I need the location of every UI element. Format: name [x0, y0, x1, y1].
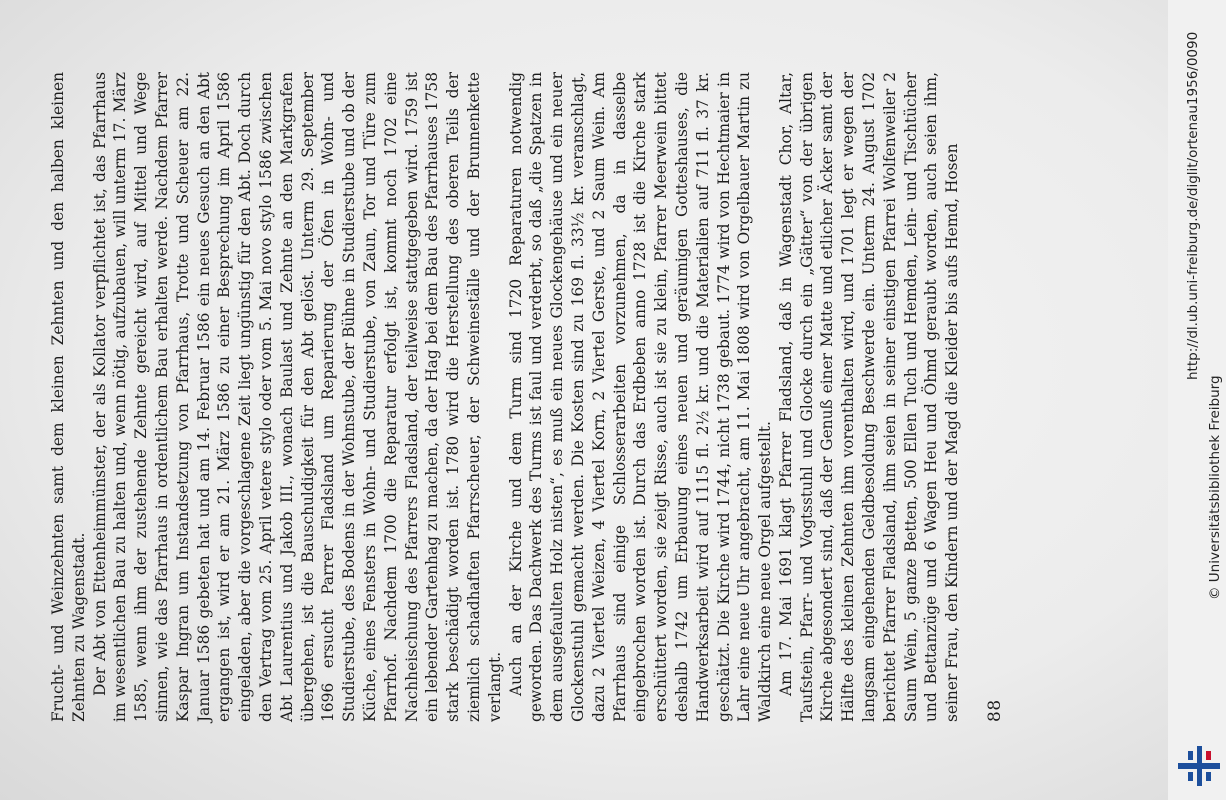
paragraph: Frucht- und Weinzehnten samt dem kleinen Zehnten und den halben kleinen Zehnten zu Wagenstadt. [49, 72, 88, 722]
copyright-notice: © Universitätsbibliothek Freiburg [1207, 375, 1223, 600]
page-body-text [48, 72, 963, 722]
paragraph: Am 17. Mai 1691 klagt Pfarrer Fladsland, daß in Wagenstadt Chor, Altar, Taufstein, Pfarr- und Vogtsstuhl und Glocke durch ein „Gätter“ von der übrigen Kirche abgesondert sind, daß der Genuß einer Matte und etlicher Äcker samt der Hälfte des kleinen Zehnten ihm vorenthalten wird, und 1701 legt er wegen der langsam eingehenden Geldbesoldung Beschwerde ein. Unterm 24. August 1702 berichtet Pfarrer Fladsland, ihm seien in seiner einstigen Pfarrei Wolfenweiler 2 Saum Wein, 5 ganze Betten, 500 Ellen Tuch und Hemden, Lein- und Tischtücher und Bettanzüge und 6 Wagen Heu und Öhmd geraubt worden, auch seien ihm, seiner Frau, den Kindern und der Magd die Kleider bis aufs Hemd, Hosen [776, 72, 962, 722]
source-url[interactable]: http://dl.ub.uni-freiburg.de/diglit/ortenau1956/0090 [1185, 31, 1201, 380]
ub-freiburg-logo-icon [1178, 746, 1220, 786]
rotated-page [48, 22, 1068, 722]
page-number: 88 [985, 699, 1005, 722]
paragraph: Der Abt von Ettenheimmünster, der als Kollator verpflichtet ist, das Pfarrhaus im wesentlichen Bau zu halten und, wenn nötig, aufzubauen, will unterm 17. März 1585, wenn ihm der zustehende Zehnte gereicht wird, auf Mittel und Wege sinnen, wie das Pfarrhaus in ordentlichem Bau erhalten werde. Nachdem Pfarrer Kaspar Ingran um Instandsetzung von Pfarrhaus, Trotte und Scheuer am 22. Januar 1586 gebeten hat und am 14. Februar 1586 ein neues Gesuch an den Abt ergangen ist, wird er am 21. März 1586 zu einer Besprechung im April 1586 eingeladen, aber die vorgeschlagene Zeit liegt ungünstig für den Abt. Doch durch den Vertrag vom 25. April vetere stylo oder vom 5. Mai novo stylo 1586 zwischen Abt Laurentius und Jakob III., wonach Baulast und Zehnte an den Markgrafen übergehen, ist die Bauschuldigkeit für den Abt gelöst. Unterm 29. September 1696 ersucht Parrer Fladsland um Reparierung der Öfen in Wohn- und Studierstube, des Bodens in der Wohnstube, der Bühne in Studierstube und ob der Küche, eines Fensters in Wohn- und Studierstube, von Zaun, Tor und Türe zum Pfarrhof. Nachdem 1700 die Reparatur erfolgt ist, kommt noch 1702 eine Nachheischung des Pfarrers Fladsland, der teilweise stattgegeben wird. 1759 ist ein lebender Gartenhag zu machen, da der Hag bei dem Bau des Pfarrhauses 1758 stark beschädigt worden ist. 1780 wird die Herstellung des oberen Teils der ziemlich schadhaften Pfarrscheuer, der Schweineställe und der Brunnenkette verlangt. [90, 72, 504, 722]
paragraph: Auch an der Kirche und dem Turm sind 1720 Reparaturen notwendig geworden. Das Dachwerk des Turms ist faul und verderbt, so daß „die Spatzen in dem ausgefaulten Holz nisten“, es muß ein neues Glockengehäuse und ein neuer Glockenstuhl gemacht werden. Die Kosten sind zu 169 fl. 33½ kr. veranschlagt, dazu 2 Viertel Weizen, 4 Viertel Korn, 2 Viertel Gerste, und 2 Saum Wein. Am Pfarrhaus sind einige Schlosserarbeiten vorzunehmen, da in dasselbe eingebrochen worden ist. Durch das Erdbeben anno 1728 ist die Kirche stark erschüttert worden, sie zeigt Risse, auch ist sie zu klein, Pfarrer Meerwein bittet deshalb 1742 um Erbauung eines neuen und geräumigen Gotteshauses, die Handwerksarbeit wird auf 1115 fl. 2½ kr. und die Materialien auf 711 fl. 37 kr. geschätzt. Die Kirche wird 1744, nicht 1738 gebaut. 1774 wird von Hechtmaier in Lahr eine neue Uhr angebracht, am 11. Mai 1808 wird von Orgelbauer Martin zu Waldkirch eine neue Orgel aufgestellt. [506, 72, 775, 722]
